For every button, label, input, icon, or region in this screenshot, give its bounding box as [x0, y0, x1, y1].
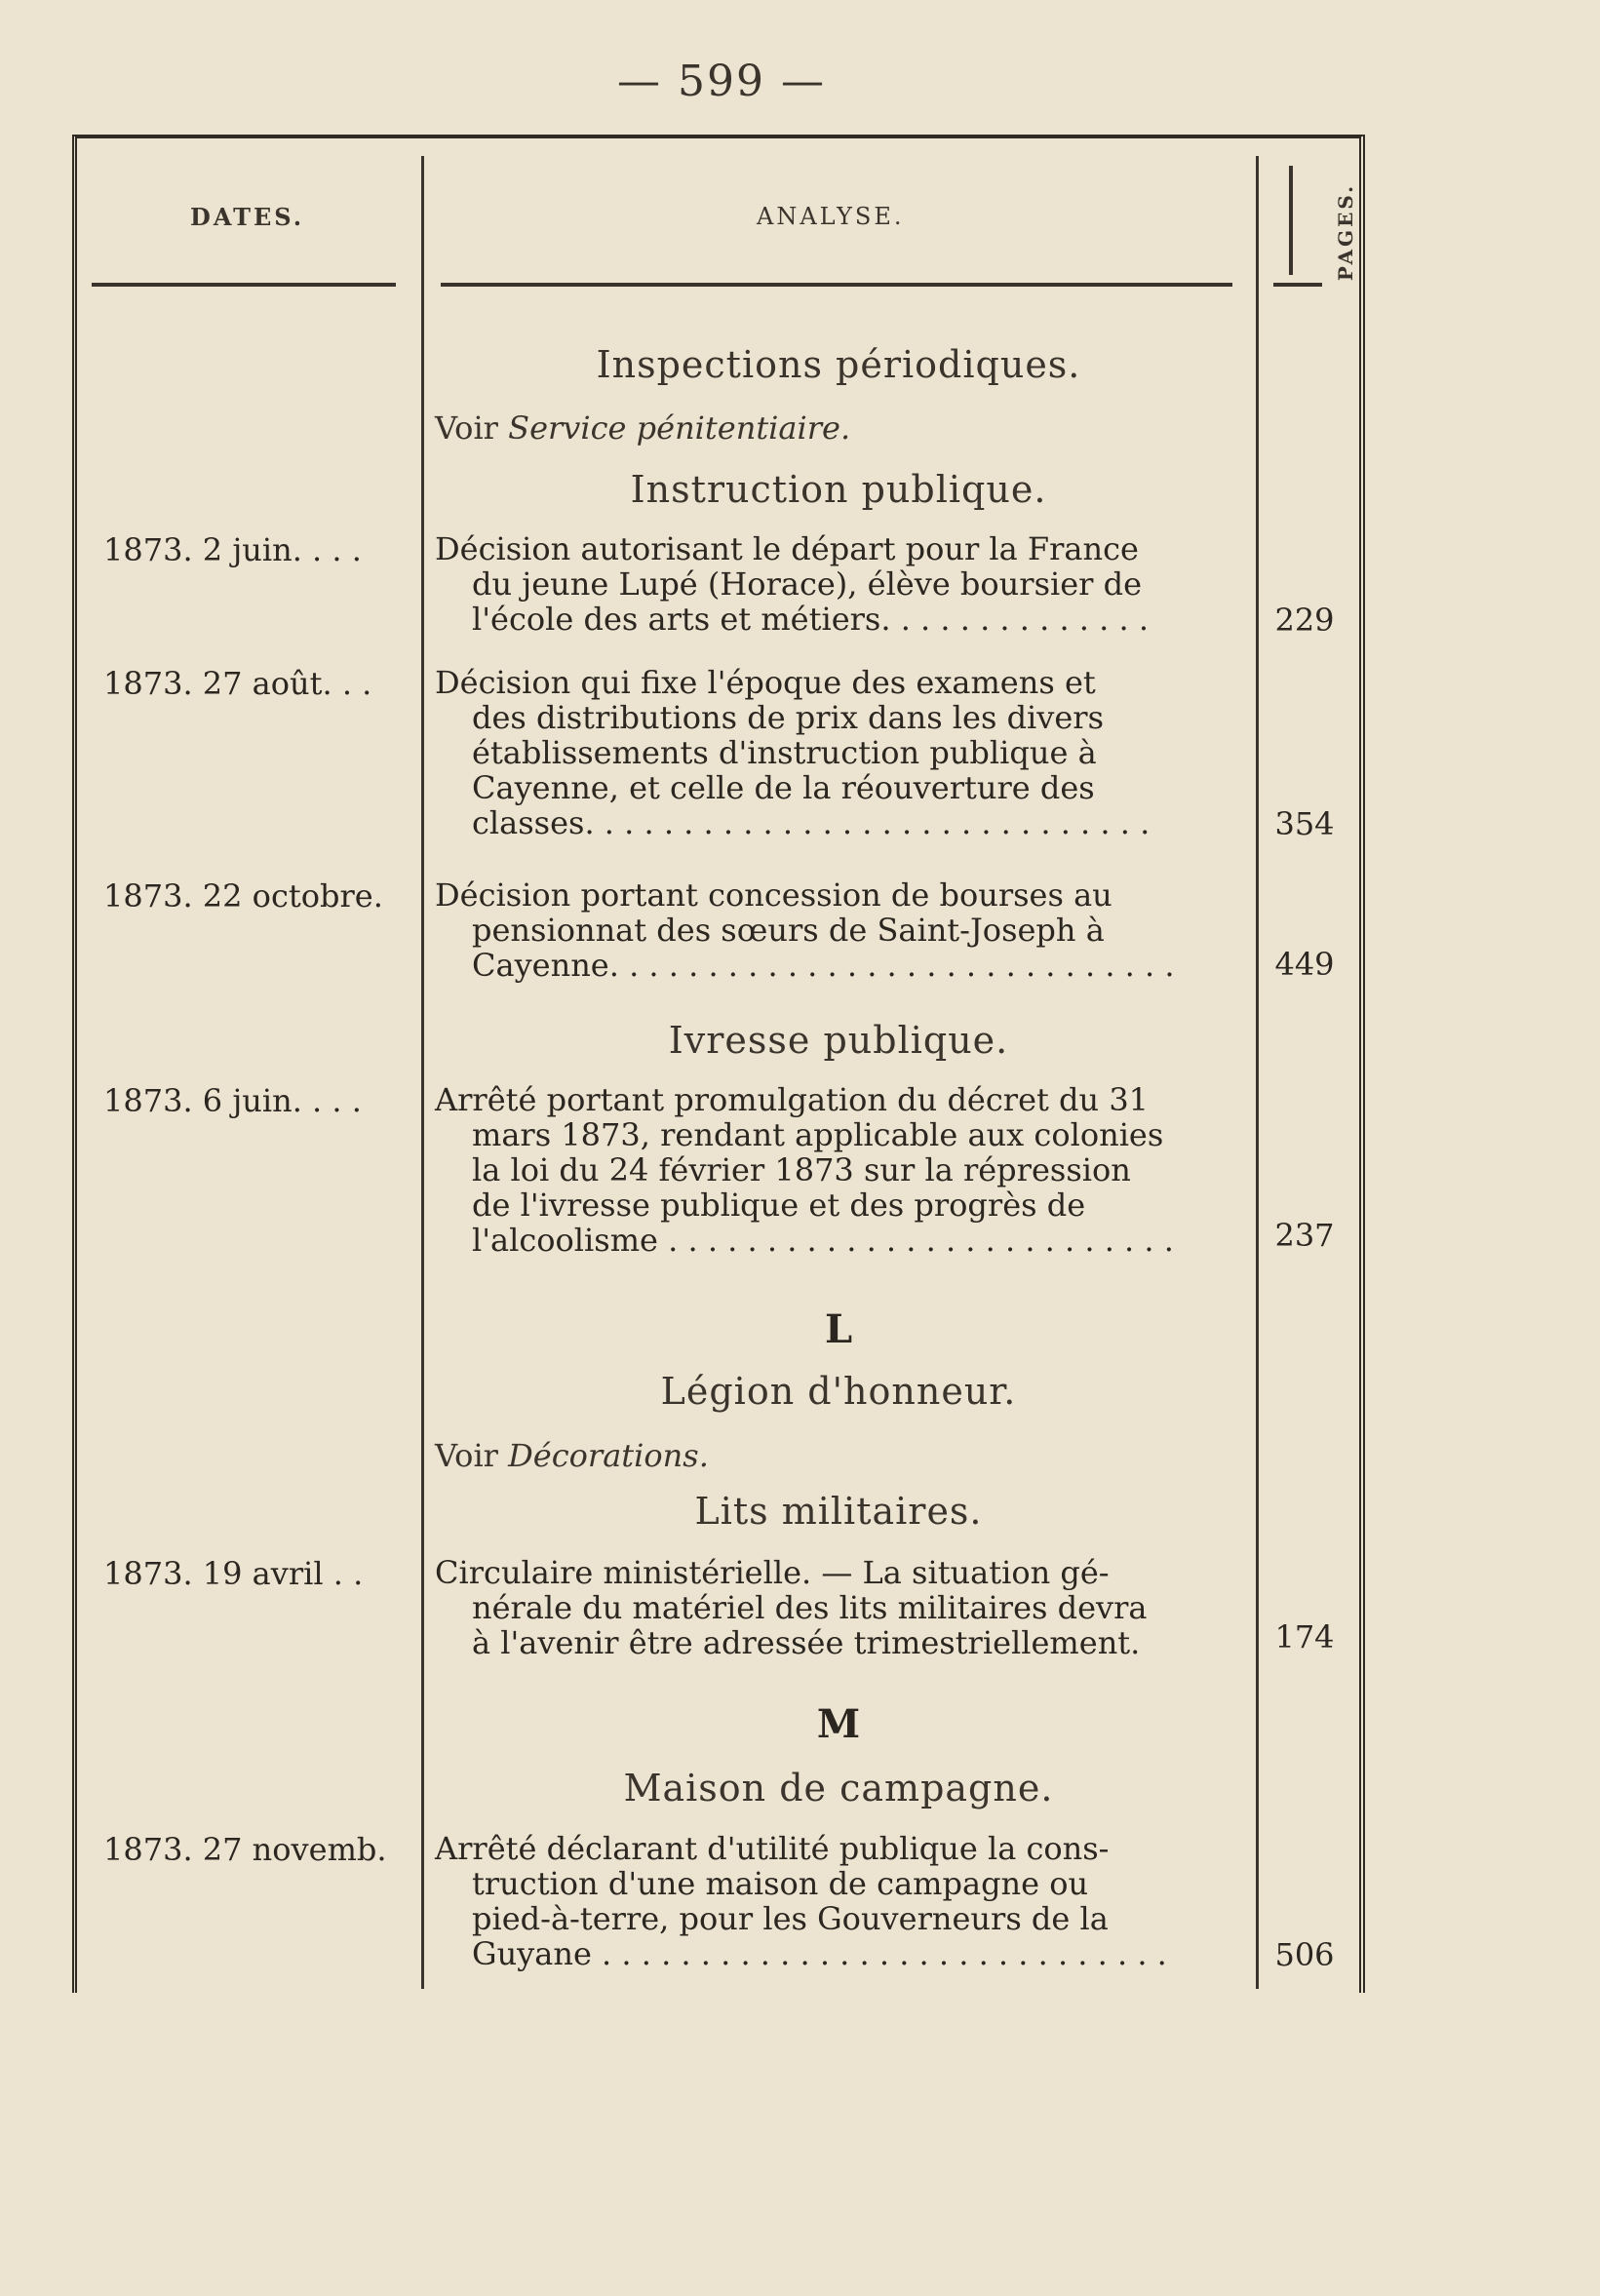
page-number: — 599 — — [617, 57, 826, 106]
voir-reference: Décorations. — [508, 1437, 709, 1474]
entry-date: 1873. 19 avril . . — [103, 1555, 364, 1592]
header-dates: DATES. — [190, 203, 305, 231]
entry-date: 1873. 27 août. . . — [103, 665, 372, 702]
analysis-line: à l'avenir être adressée trimestriellement. — [472, 1624, 1141, 1661]
analysis-line: l'école des arts et métiers. . . . . . . . . . . . . . — [472, 601, 1149, 638]
analysis-line: pied-à-terre, pour les Gouverneurs de la — [472, 1900, 1109, 1937]
analysis-line: Décision qui fixe l'époque des examens et — [435, 664, 1096, 701]
pages-header-bar — [1289, 166, 1293, 275]
voir-inspections — [435, 409, 850, 447]
voir-legion — [435, 1437, 709, 1474]
analysis-line: classes. . . . . . . . . . . . . . . . . . . . . . . . . . . . . — [472, 804, 1151, 841]
voir-label: Voir — [435, 409, 498, 447]
entry-page: 354 — [1274, 805, 1335, 842]
entry-page: 229 — [1274, 602, 1335, 639]
analysis-line: de l'ivresse publique et des progrès de — [472, 1187, 1086, 1224]
analysis-line: mars 1873, rendant applicable aux colonies — [472, 1116, 1164, 1153]
header-analyse: ANALYSE. — [757, 203, 905, 230]
analysis-line: Arrêté portant promulgation du décret du 31 — [435, 1081, 1150, 1118]
header-underline-pages — [1273, 283, 1322, 287]
analysis-line: Guyane . . . . . . . . . . . . . . . . . . . . . . . . . . . . . — [472, 1935, 1167, 1972]
analysis-line: du jeune Lupé (Horace), élève boursier de — [472, 565, 1143, 603]
section-heading-lits: Lits militaires. — [694, 1490, 983, 1533]
letter-heading-l: L — [824, 1306, 853, 1352]
column-divider-pages — [1256, 156, 1259, 1989]
section-heading-ivresse: Ivresse publique. — [668, 1019, 1009, 1062]
entry-page: 449 — [1274, 946, 1335, 983]
analysis-line: la loi du 24 février 1873 sur la répression — [472, 1151, 1131, 1188]
entry-analysis — [435, 665, 1244, 840]
voir-reference: Service pénitentiaire. — [508, 409, 851, 447]
header-pages: PAGES. — [1334, 182, 1358, 282]
analysis-line: Décision autorisant le départ pour la France — [435, 530, 1139, 567]
analysis-line: Décision portant concession de bourses au — [435, 876, 1112, 914]
entry-date: 1873. 27 novemb. — [103, 1831, 387, 1868]
analysis-line: truction d'une maison de campagne ou — [472, 1865, 1089, 1902]
header-underline-analyse — [441, 283, 1232, 287]
entry-date: 1873. 2 juin. . . . — [103, 531, 362, 568]
section-heading-maison: Maison de campagne. — [623, 1767, 1054, 1810]
analysis-line: Circulaire ministérielle. — La situation gé- — [435, 1554, 1110, 1591]
section-heading-inspections: Inspections périodiques. — [596, 343, 1081, 386]
analysis-line: l'alcoolisme . . . . . . . . . . . . . . . . . . . . . . . . . . — [472, 1222, 1174, 1259]
analysis-line: Arrêté déclarant d'utilité publique la cons- — [435, 1830, 1110, 1867]
analysis-line: établissements d'instruction publique à — [472, 734, 1097, 771]
entry-page: 174 — [1274, 1618, 1335, 1655]
analysis-line: pensionnat des sœurs de Saint-Joseph à — [472, 912, 1105, 949]
entry-analysis — [435, 531, 1244, 637]
analysis-line: des distributions de prix dans les divers — [472, 699, 1105, 736]
letter-heading-m: M — [816, 1701, 861, 1747]
analysis-line: Cayenne, et celle de la réouverture des — [472, 769, 1095, 806]
analysis-line: Cayenne. . . . . . . . . . . . . . . . . . . . . . . . . . . . . — [472, 947, 1175, 984]
entry-analysis — [435, 877, 1244, 983]
analysis-line: nérale du matériel des lits militaires devra — [472, 1589, 1148, 1626]
header-underline-dates — [92, 283, 396, 287]
entry-date: 1873. 6 juin. . . . — [103, 1082, 362, 1119]
entry-date: 1873. 22 octobre. — [103, 877, 383, 915]
entry-page: 506 — [1274, 1936, 1335, 1973]
section-heading-instruction: Instruction publique. — [630, 468, 1047, 511]
entry-analysis — [435, 1082, 1244, 1258]
section-heading-legion: Légion d'honneur. — [660, 1370, 1017, 1413]
voir-label: Voir — [435, 1437, 498, 1474]
entry-analysis — [435, 1555, 1244, 1660]
entry-page: 237 — [1274, 1217, 1335, 1254]
entry-analysis — [435, 1831, 1244, 1971]
